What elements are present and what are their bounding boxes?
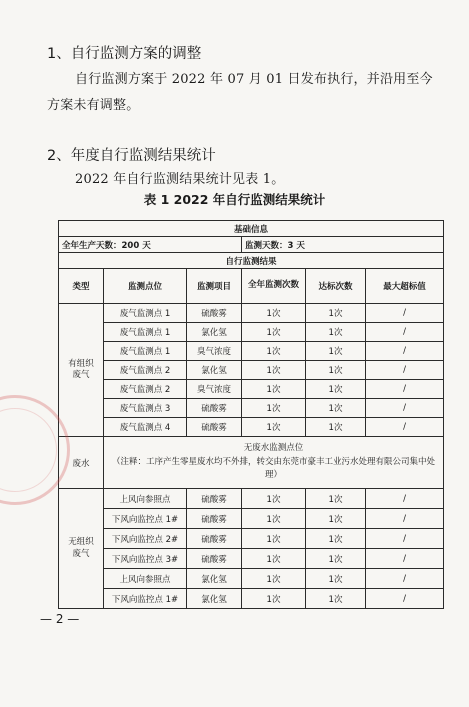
count-cell: 1次 xyxy=(242,529,306,549)
max-exceed-cell: / xyxy=(366,304,444,323)
count-cell: 1次 xyxy=(242,399,306,418)
compliant-cell: 1次 xyxy=(306,529,366,549)
compliant-cell: 1次 xyxy=(306,342,366,361)
max-exceed-cell: / xyxy=(366,323,444,342)
count-cell: 1次 xyxy=(242,489,306,509)
header-type: 类型 xyxy=(59,269,104,304)
count-cell: 1次 xyxy=(242,509,306,529)
item-cell: 硫酸雾 xyxy=(187,399,242,418)
table-row xyxy=(59,589,444,609)
point-cell: 废气监测点 1 xyxy=(104,323,187,342)
table-row xyxy=(59,380,444,399)
max-exceed-cell: / xyxy=(366,549,444,569)
compliant-cell: 1次 xyxy=(306,549,366,569)
wastewater-row xyxy=(59,437,444,489)
item-cell: 硫酸雾 xyxy=(187,529,242,549)
point-cell: 废气监测点 2 xyxy=(104,361,187,380)
point-cell: 废气监测点 3 xyxy=(104,399,187,418)
compliant-cell: 1次 xyxy=(306,418,366,437)
max-exceed-cell: / xyxy=(366,399,444,418)
count-cell: 1次 xyxy=(242,589,306,609)
item-cell: 硫酸雾 xyxy=(187,489,242,509)
table-row xyxy=(59,569,444,589)
max-exceed-cell: / xyxy=(366,529,444,549)
item-cell: 硫酸雾 xyxy=(187,509,242,529)
max-exceed-cell: / xyxy=(366,418,444,437)
compliant-cell: 1次 xyxy=(306,323,366,342)
item-cell: 硫酸雾 xyxy=(187,418,242,437)
point-cell: 废气监测点 1 xyxy=(104,304,187,323)
item-cell: 臭气浓度 xyxy=(187,342,242,361)
count-cell: 1次 xyxy=(242,361,306,380)
count-cell: 1次 xyxy=(242,549,306,569)
max-exceed-cell: / xyxy=(366,509,444,529)
table-row xyxy=(59,489,444,509)
item-cell: 臭气浓度 xyxy=(187,380,242,399)
compliant-cell: 1次 xyxy=(306,589,366,609)
page-number: — 2 — xyxy=(40,612,80,626)
point-cell: 下风向监控点 1# xyxy=(104,589,187,609)
max-exceed-cell: / xyxy=(366,589,444,609)
max-exceed-cell: / xyxy=(366,380,444,399)
wastewater-no-point: 无废水监测点位 xyxy=(243,443,304,454)
header-max-exceed: 最大超标值 xyxy=(366,269,444,304)
section-1-paragraph-line-2: 方案未有调整。 xyxy=(47,98,140,113)
section-2-heading: 2、年度自行监测结果统计 xyxy=(47,148,216,164)
item-cell: 氯化氢 xyxy=(187,323,242,342)
item-cell: 氯化氢 xyxy=(187,589,242,609)
point-cell: 废气监测点 4 xyxy=(104,418,187,437)
compliant-cell: 1次 xyxy=(306,509,366,529)
wastewater-content xyxy=(104,437,444,489)
compliant-cell: 1次 xyxy=(306,380,366,399)
table-row xyxy=(59,342,444,361)
compliant-cell: 1次 xyxy=(306,489,366,509)
section-1-heading: 1、自行监测方案的调整 xyxy=(47,46,202,62)
compliant-cell: 1次 xyxy=(306,304,366,323)
item-cell: 氯化氢 xyxy=(187,361,242,380)
max-exceed-cell: / xyxy=(366,342,444,361)
table-row xyxy=(59,399,444,418)
table-row xyxy=(59,304,444,323)
item-cell: 硫酸雾 xyxy=(187,549,242,569)
header-item: 监测项目 xyxy=(187,269,242,304)
max-exceed-cell: / xyxy=(366,569,444,589)
compliant-cell: 1次 xyxy=(306,399,366,418)
table-row xyxy=(59,418,444,437)
compliant-cell: 1次 xyxy=(306,569,366,589)
max-exceed-cell: / xyxy=(366,361,444,380)
count-cell: 1次 xyxy=(242,418,306,437)
wastewater-label: 废水 xyxy=(59,437,104,489)
wastewater-note: （注释：工序产生零星废水均不外排，转交由东莞市豪丰工业污水处理有限公司集中处理） xyxy=(112,457,436,481)
header-count: 全年监测次数 xyxy=(242,269,306,304)
production-days: 全年生产天数：200 天 xyxy=(59,237,242,253)
unorganized-exhaust-label: 无组织废气 xyxy=(59,489,104,609)
point-cell: 废气监测点 1 xyxy=(104,342,187,361)
header-compliant: 达标次数 xyxy=(306,269,366,304)
point-cell: 下风向监控点 2# xyxy=(104,529,187,549)
point-cell: 上风向参照点 xyxy=(104,569,187,589)
table-row xyxy=(59,323,444,342)
section-2-paragraph: 2022 年自行监测结果统计见表 1。 xyxy=(75,172,285,187)
count-cell: 1次 xyxy=(242,342,306,361)
point-cell: 废气监测点 2 xyxy=(104,380,187,399)
monitoring-days: 监测天数：3 天 xyxy=(242,237,444,253)
count-cell: 1次 xyxy=(242,380,306,399)
compliant-cell: 1次 xyxy=(306,361,366,380)
table-row xyxy=(59,549,444,569)
item-cell: 氯化氢 xyxy=(187,569,242,589)
table-row xyxy=(59,529,444,549)
monitoring-results-table xyxy=(58,220,444,609)
organized-exhaust-label: 有组织废气 xyxy=(59,304,104,437)
results-title: 自行监测结果 xyxy=(59,253,444,269)
count-cell: 1次 xyxy=(242,304,306,323)
header-point: 监测点位 xyxy=(104,269,187,304)
max-exceed-cell: / xyxy=(366,489,444,509)
item-cell: 硫酸雾 xyxy=(187,304,242,323)
count-cell: 1次 xyxy=(242,569,306,589)
section-1-paragraph-line-1: 自行监测方案于 2022 年 07 月 01 日发布执行，并沿用至今 xyxy=(75,72,433,87)
count-cell: 1次 xyxy=(242,323,306,342)
point-cell: 下风向监控点 3# xyxy=(104,549,187,569)
table-row xyxy=(59,361,444,380)
table-row xyxy=(59,509,444,529)
basic-info-title: 基础信息 xyxy=(59,221,444,237)
point-cell: 下风向监控点 1# xyxy=(104,509,187,529)
point-cell: 上风向参照点 xyxy=(104,489,187,509)
table-caption: 表 1 2022 年自行监测结果统计 xyxy=(143,192,326,207)
